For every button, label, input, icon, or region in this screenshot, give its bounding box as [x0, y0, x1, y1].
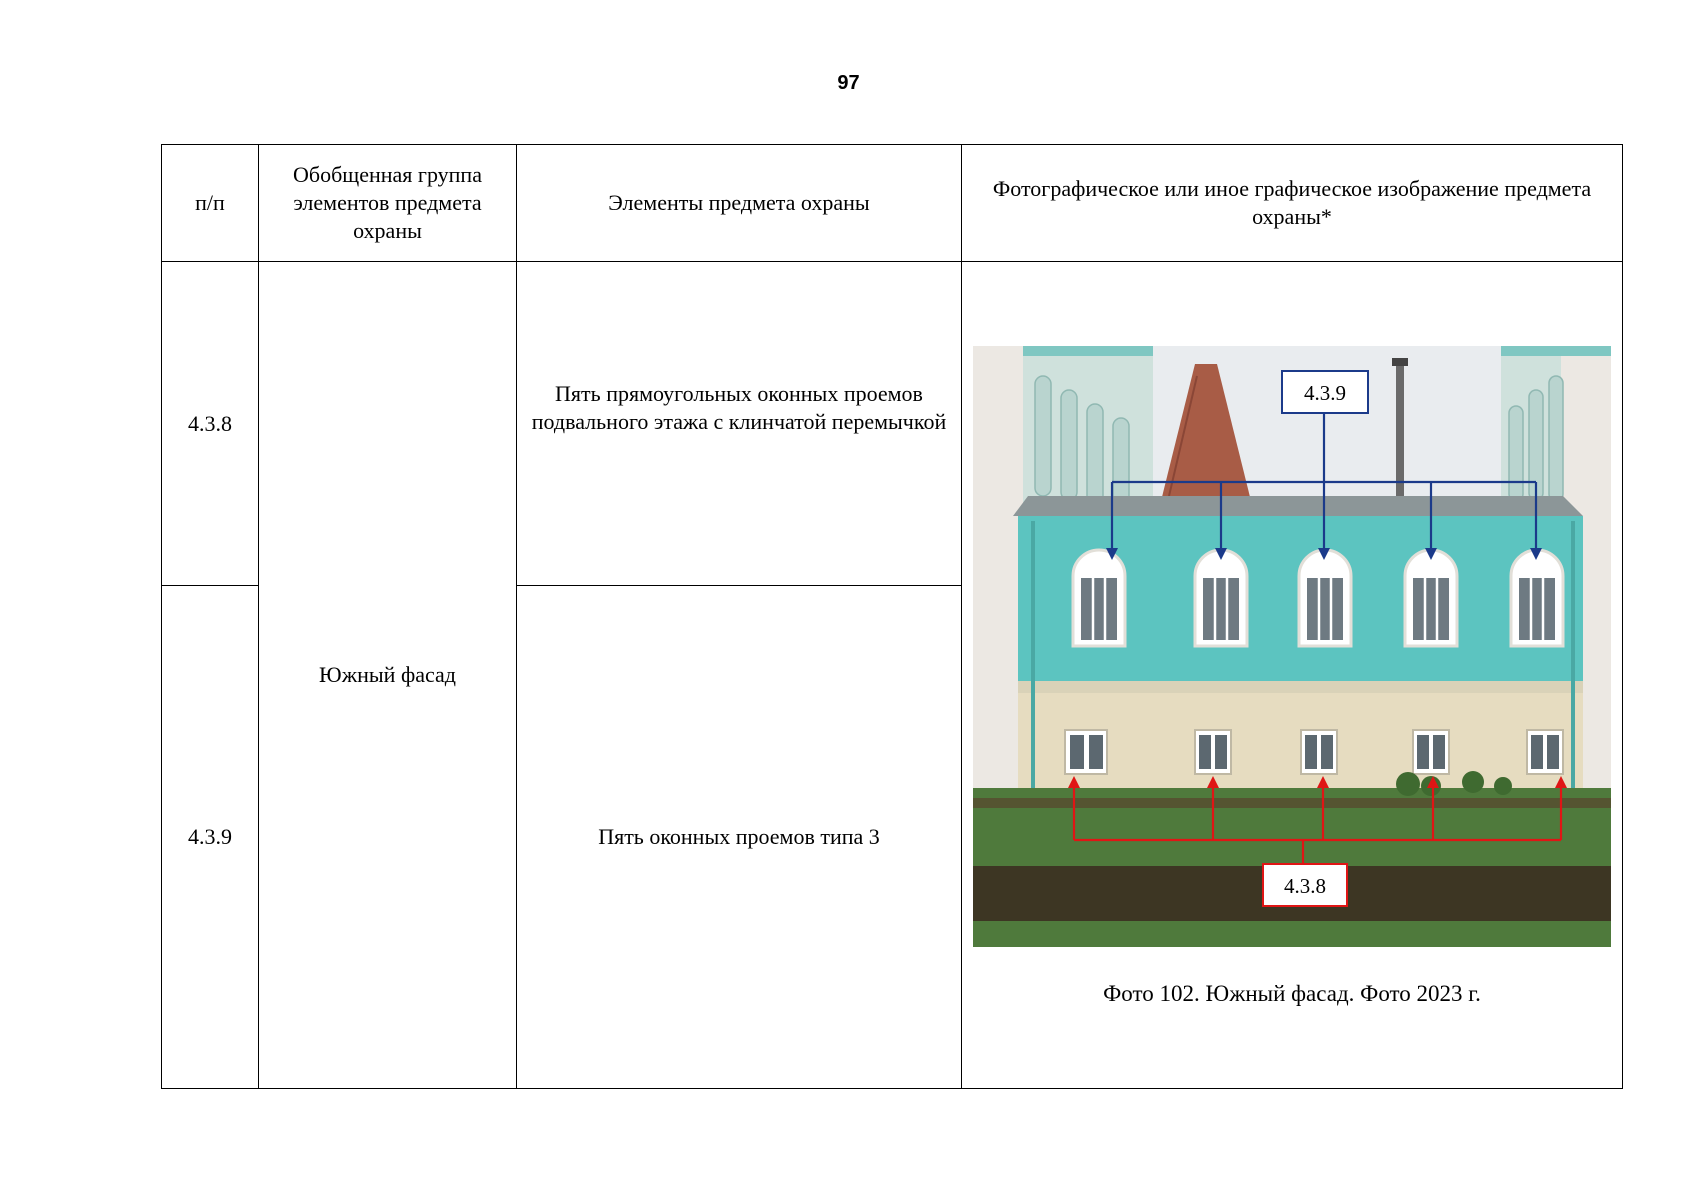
header-elements: Элементы предмета охраны: [517, 145, 962, 262]
label-bottom: 4.3.8: [1284, 874, 1326, 898]
row-number: 4.3.9: [162, 586, 259, 1089]
header-group: Обобщенная группа элементов предмета охраны: [259, 145, 517, 262]
label-top: 4.3.9: [1304, 381, 1346, 405]
header-image: Фотографическое или иное графическое изображение предмета охраны*: [962, 145, 1623, 262]
photo-caption: Фото 102. Южный фасад. Фото 2023 г.: [1103, 981, 1481, 1006]
header-row: [162, 145, 1623, 262]
header-number: п/п: [162, 145, 259, 262]
photo-cell: [962, 262, 1623, 1089]
group-name: Южный фасад: [259, 262, 517, 1089]
row-number: 4.3.8: [162, 262, 259, 586]
chimney: [1396, 360, 1404, 510]
row-element: Пять оконных проемов типа 3: [517, 586, 962, 1089]
roof: [1013, 496, 1583, 516]
row-element: Пять прямоугольных оконных проемов подвального этажа с клинчатой перемычкой: [517, 262, 962, 586]
protection-table: [161, 144, 1623, 1089]
facade-photo: [973, 346, 1611, 947]
table-row: [162, 262, 1623, 586]
left-tower: [973, 346, 1023, 816]
page-number: 97: [837, 72, 860, 94]
